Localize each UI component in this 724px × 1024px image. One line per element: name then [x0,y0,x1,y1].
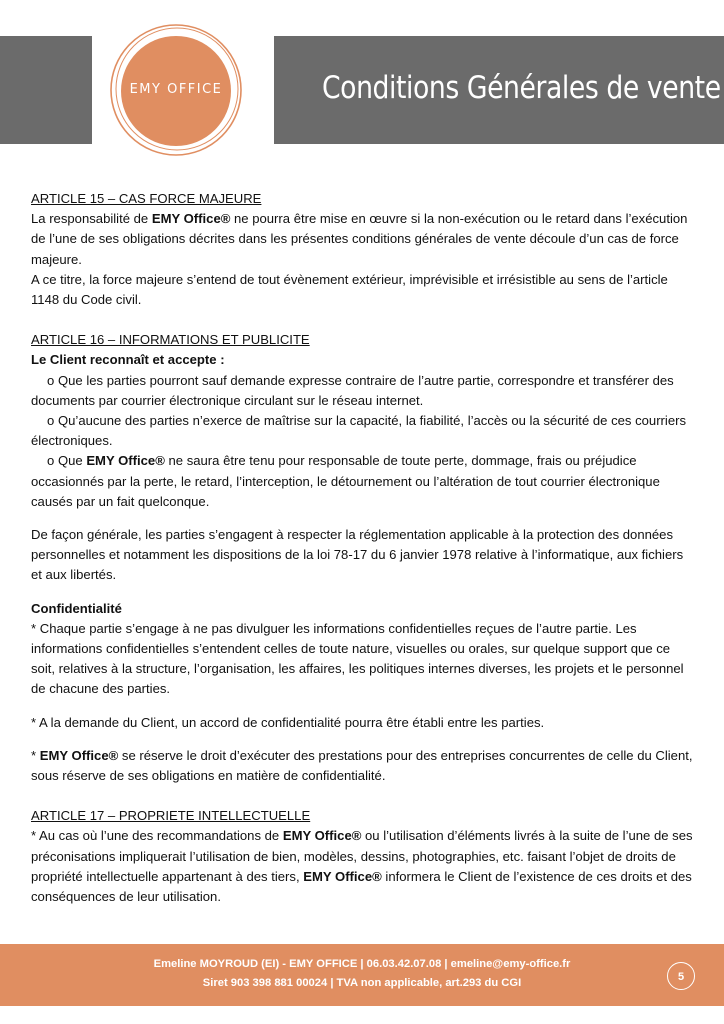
article-17-heading: ARTICLE 17 – PROPRIETE INTELLECTUELLE [31,808,311,824]
article-17-paragraph: * Au cas où l’une des recommandations de EMY Office® ou l’utilisation d’éléments livrés à la suite de l’une de ses préconisations impliquerait l’utilisation de bien, modèles, dessins, photographies, etc. faisant l’objet de droits de propriété intellectuelle appartenant à des tiers, EMY Office® informera le Client de l’existence de ces droits et des conséquences de leur utilisation. [31,828,693,905]
article-16-lead: Le Client reconnaît et accepte : [31,352,225,368]
article-15-heading: ARTICLE 15 – CAS FORCE MAJEURE [31,191,262,206]
article-16-bullet-3: o Que EMY Office® ne saura être tenu pour responsable de toute perte, dommage, frais ou préjudice occasionnés par la perte, le retard, l’interception, le détournement ou l’altération de tout courrier électronique causés par un fait quelconque. [31,453,660,509]
article-16-bullet-1: o Que les parties pourront sauf demande expresse contraire de l’autre partie, correspondre et transférer des documents par courrier électronique circulant sur le réseau internet. [31,372,674,408]
data-protection-paragraph: De façon générale, les parties s’engagent à respecter la réglementation applicable à la protection des données personnelles et notamment les dispositions de la loi 78-17 du 6 janvier 1978 relative à l’informatique, aux fichiers et aux libertés. [31,527,684,583]
confidentiality-paragraph-2: * A la demande du Client, un accord de confidentialité pourra être établi entre les parties. [31,714,545,730]
page-title: Conditions Générales de vente [322,70,721,106]
footer-band [0,944,724,1006]
header-band-left [0,36,92,144]
page-number: 5 [667,962,695,990]
article-15-paragraph-1: La responsabilité de EMY Office® ne pourra être mise en œuvre si la non-exécution ou le retard dans l’exécution de l’une de ses obligations décrites dans les présentes conditions générales de vente découle d’un cas de force majeure. [31,211,688,267]
logo-text: EMY OFFICE [129,82,223,97]
confidentiality-paragraph-1: * Chaque partie s’engage à ne pas divulguer les informations confidentielles reçues de l’autre partie. Les informations confidentielles s’entendent celles de toute nature, visuelles ou orales, sur quelque support que ce soit, relatives à la structure, l’organisation, les affaires, les politiques internes diverses, les projets et le personnel de chacune des parties. [31,620,684,697]
document-body [31,189,693,907]
article-16-bullet-2: o Qu’aucune des parties n’exerce de maîtrise sur la capacité, la fiabilité, l’accès ou la sécurité de ces courriers électroniques. [31,413,687,449]
article-16-heading: ARTICLE 16 – INFORMATIONS ET PUBLICITE [31,332,310,348]
confidentiality-heading: Confidentialité [31,600,122,616]
confidentiality-paragraph-3: * EMY Office® se réserve le droit d’exécuter des prestations pour des entreprises concurrentes de celle du Client, sous réserve de ses obligations en matière de confidentialité. [31,747,693,784]
footer-contact-line: Emeline MOYROUD (EI) - EMY OFFICE | 06.03.42.07.08 | emeline@emy-office.fr [153,958,571,970]
article-15-paragraph-2: A ce titre, la force majeure s’entend de tout évènement extérieur, imprévisible et irrésistible au sens de l’article 1148 du Code civil. [31,271,668,308]
footer-legal-line: Siret 903 398 881 00024 | TVA non applicable, art.293 du CGI [202,977,522,989]
